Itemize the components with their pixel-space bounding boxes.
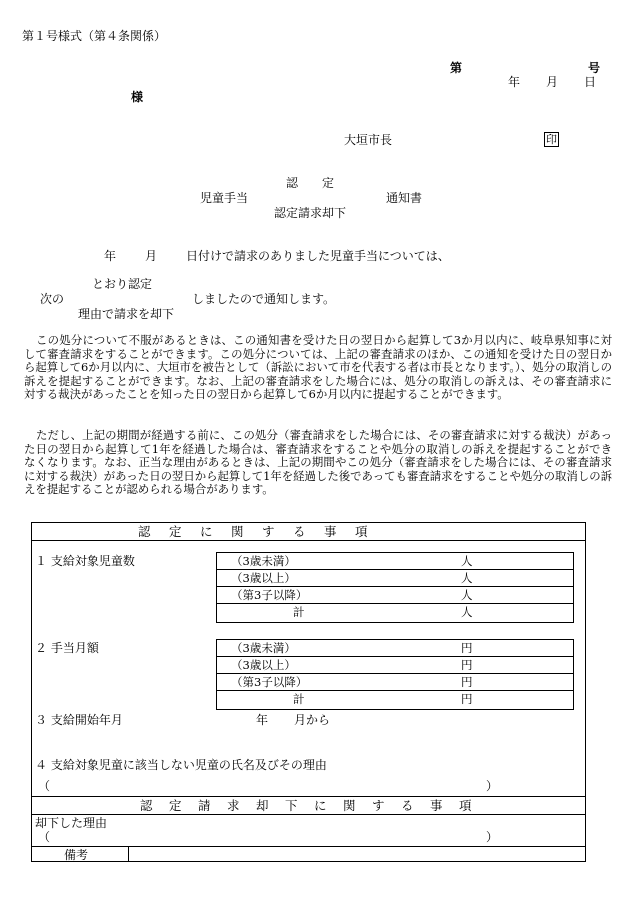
table-row [217,640,573,657]
item3-month: 月から [294,713,331,727]
body-line2-prefix: 次の [40,292,65,306]
row-label: （3歳未満） [231,641,296,655]
item2-label: ２ 手当月額 [35,641,99,655]
item3-year: 年 [256,713,269,727]
title-option-reject: 認定請求却下 [274,206,347,220]
table-row-total [217,691,573,709]
body-line2-suffix: しましたので通知します。 [192,292,336,306]
title-prefix: 児童手当 [200,191,249,205]
table-row [217,674,573,691]
document-no-suffix: 号 [588,61,601,75]
row-unit: 円 [461,658,473,672]
item3-label: ３ 支給開始年月 [35,713,123,727]
row-label: （3歳未満） [231,554,296,568]
addressee-suffix: 様 [131,90,144,104]
row-unit: 人 [461,554,473,568]
form-id: 第１号様式（第４条関係） [22,29,167,43]
title-option-approve: 認 定 [286,176,335,190]
monthly-amount-table [216,639,574,710]
row-unit: 円 [461,675,473,689]
total-label: 計 [293,692,305,706]
total-label: 計 [293,605,305,619]
table-row-total [217,604,573,622]
row-label: （3歳以上） [231,658,296,672]
approval-section-header: 認 定 に 関 す る 事 項 [138,524,371,539]
row-label: （第3子以降） [231,675,308,689]
reject-top-divider [31,796,586,797]
header-divider [31,540,586,541]
table-row [217,570,573,587]
reject-section-header: 認 定 請 求 却 下 に 関 す る 事 項 [140,798,474,813]
body-year: 年 [104,249,117,263]
row-label: （3歳以上） [231,571,296,585]
total-unit: 人 [461,605,473,619]
row-label: （第3子以降） [231,588,308,602]
item4-paren-close: ） [486,779,499,793]
reject-reason-label: 却下した理由 [35,816,108,830]
body-line1-text: 日付けで請求のありました児童手当については、 [186,249,450,263]
child-count-table [216,552,574,623]
reject-paren-open: （ [38,830,51,844]
date-month: 月 [546,75,559,89]
title-suffix: 通知書 [386,191,423,205]
table-row [217,553,573,570]
document-no-prefix: 第 [450,61,463,75]
item4-label: ４ 支給対象児童に該当しない児童の氏名及びその理由 [35,758,327,772]
date-year: 年 [508,75,521,89]
item4-paren-open: （ [38,779,51,793]
total-unit: 円 [461,692,473,706]
body-option-approve: とおり認定 [92,277,153,291]
row-unit: 円 [461,641,473,655]
body-option-reject: 理由で請求を却下 [78,307,175,321]
remarks-divider [31,846,586,847]
row-unit: 人 [461,571,473,585]
issuer: 大垣市長 [344,133,393,147]
notice-paragraph-1: この処分について不服があるときは、この通知書を受けた日の翌日から起算して3か月以内に、岐阜県知事に対して審査請求をすることができます。この処分については、上記の審査請求のほか、この通知を受けた日の翌日から起算して6か月以内に、大垣市を被告として（訴訟において市を代表する者は市長となります。）、処分の取消しの訴えを提起することができます。なお、上記の審査請求をした場合には、処分の取消しの訴えは、その審査請求に対する裁決があったことを知った日の翌日から起算して6か月以内に提起することができます。 [24,333,612,402]
remarks-label: 備考 [64,848,89,862]
reject-paren-close: ） [486,830,499,844]
notice-paragraph-2: ただし、上記の期間が経過する前に、この処分（審査請求をした場合には、その審査請求に対する裁決）があった日の翌日から起算して1年を経過した場合は、審査請求をすることや処分の取消しの訴えを提起することができなくなります。なお、正当な理由があるときは、上記の期間やこの処分（審査請求をした場合には、その審査請求に対する裁決）があった日の翌日から起算して1年を経過した後であっても審査請求をすることや処分の取消しの訴えを提起することが認められる場合があります。 [24,428,612,497]
body-month: 月 [145,249,158,263]
seal-mark: 印 [546,133,557,146]
reject-header-divider [31,814,586,815]
item1-label: １ 支給対象児童数 [35,554,135,568]
table-row [217,587,573,604]
date-day: 日 [584,75,597,89]
table-row [217,657,573,674]
row-unit: 人 [461,588,473,602]
remarks-column-divider [128,846,129,862]
